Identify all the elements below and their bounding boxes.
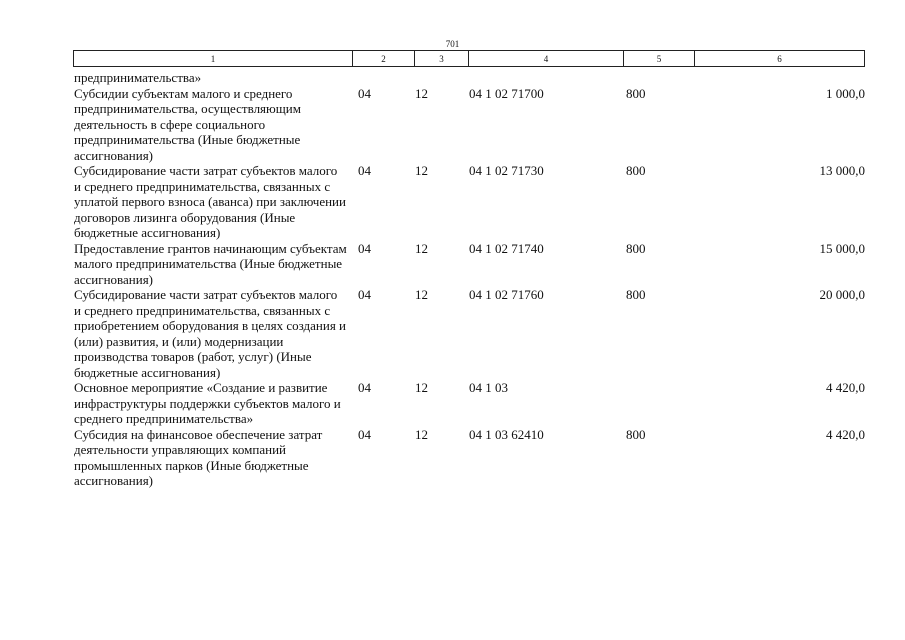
item-description: Основное мероприятие «Создание и развитие инфраструктуры поддержки субъектов малого и среднего предпринимательства» (74, 380, 341, 426)
target-article-code: 04 1 02 71700 (469, 85, 544, 101)
section-code: 04 (358, 426, 371, 442)
expense-type-code: 800 (626, 287, 646, 302)
amount: 4 420,0 (826, 380, 865, 395)
column-number-4: 4 (469, 51, 624, 67)
section-code: 04 (358, 240, 371, 256)
subsection-code: 12 (415, 287, 428, 302)
subsection-code (415, 70, 469, 86)
budget-table (74, 70, 865, 489)
amount: 1 000,0 (826, 85, 865, 101)
amount: 4 420,0 (826, 426, 865, 442)
expense-type-code (624, 380, 695, 427)
table-row (74, 380, 865, 427)
target-article-code: 04 1 03 (469, 380, 508, 395)
section-code: 04 (358, 380, 371, 395)
column-number-2: 2 (353, 51, 415, 67)
target-article-code: 04 1 03 62410 (469, 426, 544, 442)
expense-type-code: 800 (626, 240, 646, 256)
target-article-code: 04 1 02 71740 (469, 240, 544, 256)
table-row (74, 241, 865, 288)
page-number: 701 (445, 39, 460, 49)
section-code (353, 70, 415, 86)
table-row (74, 163, 865, 241)
subsection-code: 12 (415, 380, 428, 395)
item-description: Субсидия на финансовое обеспечение затрат деятельности управляющих компаний промышленных парков (Иные бюджетные ассигнования) (74, 426, 323, 488)
expense-type-code: 800 (626, 85, 646, 101)
column-header-table (73, 50, 865, 67)
section-code: 04 (358, 85, 371, 101)
table-row (74, 427, 865, 489)
expense-type-code (624, 70, 695, 86)
amount: 13 000,0 (819, 163, 865, 178)
item-description: Субсидирование части затрат субъектов малого и среднего предпринимательства, связанных с приобретением оборудования в целях создания и (или) развития, и (или) модернизации производства товаров (работ, услуг) (Иные бюджетные ассигнования) (74, 287, 347, 380)
item-description: Субсидии субъектам малого и среднего предпринимательства, осуществляющим деятельность в сфере социального предпринимательства (Иные бюджетные ассигнования) (74, 85, 301, 163)
subsection-code: 12 (415, 163, 428, 178)
subsection-code: 12 (415, 240, 428, 256)
section-code: 04 (358, 163, 371, 178)
amount (695, 70, 865, 86)
target-article-code: 04 1 02 71760 (469, 287, 544, 302)
expense-type-code: 800 (626, 163, 646, 178)
table-row (74, 287, 865, 380)
table-row (74, 70, 865, 86)
column-number-3: 3 (415, 51, 469, 67)
expense-type-code: 800 (626, 426, 646, 442)
table-row (74, 86, 865, 164)
amount: 15 000,0 (819, 240, 865, 256)
section-code: 04 (358, 287, 371, 302)
subsection-code: 12 (415, 426, 428, 442)
target-article-code (469, 70, 624, 86)
amount: 20 000,0 (819, 287, 865, 302)
column-number-row (74, 51, 865, 67)
column-number-6: 6 (695, 51, 865, 67)
column-number-5: 5 (624, 51, 695, 67)
item-description: Предоставление грантов начинающим субъектам малого предпринимательства (Иные бюджетные ассигнования) (74, 240, 347, 287)
item-description: Субсидирование части затрат субъектов малого и среднего предпринимательства, связанных с уплатой первого взноса (аванса) при заключении договоров лизинга оборудования (Иные бюджетные ассигнования) (74, 163, 346, 240)
column-number-1: 1 (74, 51, 353, 67)
item-description: предпринимательства» (74, 70, 202, 85)
target-article-code: 04 1 02 71730 (469, 163, 544, 178)
subsection-code: 12 (415, 85, 428, 101)
